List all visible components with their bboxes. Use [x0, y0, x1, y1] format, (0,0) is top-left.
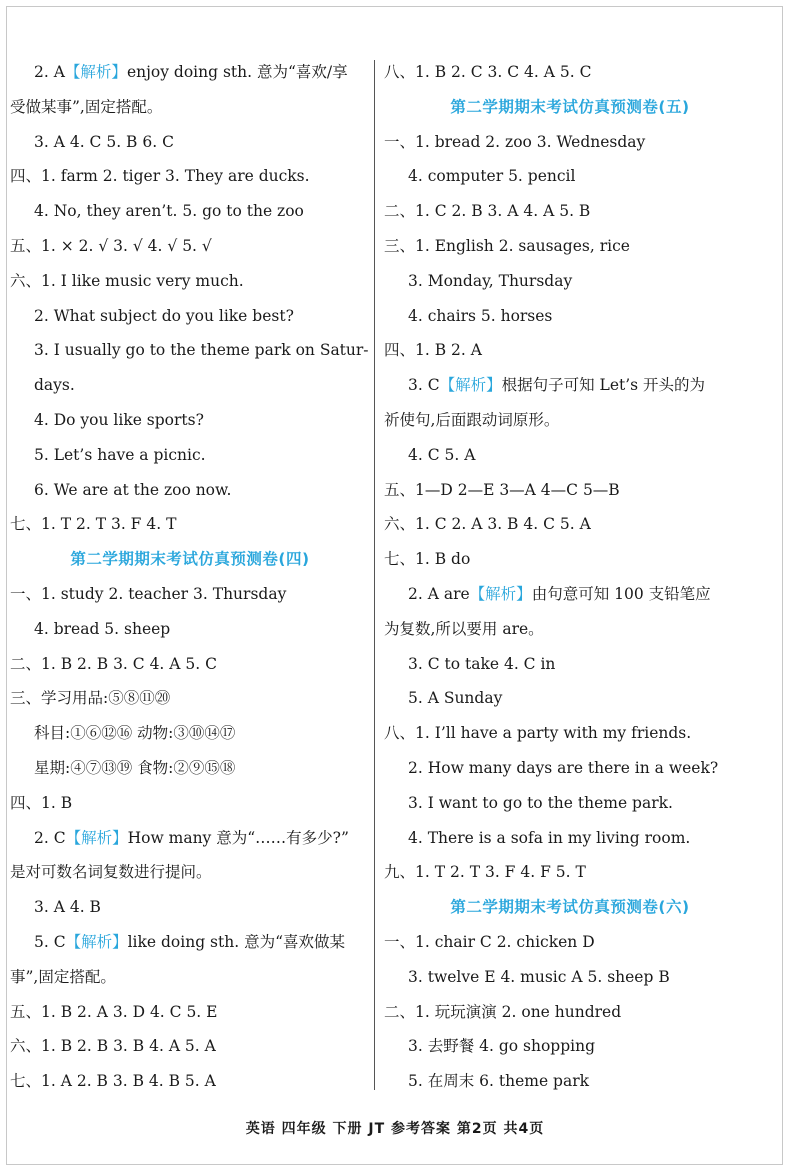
answer-line [10, 90, 370, 125]
answer-text: 4. computer 5. pencil [408, 167, 576, 186]
answer-text: 三、学习用品:⑤⑧⑪⑳ [10, 689, 171, 708]
analysis-text: 由句意可知 100 支铅笔应 [531, 584, 711, 603]
answer-text: 3. A 4. C 5. B 6. C [34, 132, 174, 151]
answer-text: 科目:①⑥⑫⑯ 动物:③⑩⑭⑰ [34, 724, 236, 743]
answer-line [10, 299, 370, 334]
answer-line [384, 473, 756, 508]
answer-text: 五、1. × 2. √ 3. √ 4. √ 5. √ [10, 236, 212, 255]
answer-line [384, 403, 756, 438]
answer-text: 八、1. B 2. C 3. C 4. A 5. C [384, 63, 592, 81]
page-footer: 英语 四年级 下册 JT 参考答案 第2页 共4页 [245, 1121, 545, 1137]
analysis-tag: 【解析】 [469, 584, 532, 603]
answer-line [10, 125, 370, 160]
answer-text: 3. C to take 4. C in [408, 654, 556, 673]
analysis-tag: 【解析】 [439, 376, 502, 395]
analysis-text: 根据句子可知 Let’s 开头的为 [501, 376, 706, 395]
answer-line [10, 612, 370, 647]
answer-text: 七、1. B do [384, 550, 471, 569]
answer-line [10, 438, 370, 473]
answer-line [10, 368, 370, 403]
answer-text: 4. bread 5. sheep [34, 619, 171, 638]
answer-line [384, 333, 756, 368]
answer-text: 二、1. B 2. B 3. C 4. A 5. C [10, 654, 217, 673]
answer-line [10, 577, 370, 612]
answer-text: 二、1. 玩玩演演 2. one hundred [384, 1002, 622, 1021]
answer-text: 六、1. B 2. B 3. B 4. A 5. A [10, 1037, 216, 1056]
answer-text: 2. How many days are there in a week? [408, 758, 719, 777]
answer-text: 七、1. A 2. B 3. B 4. B 5. A [10, 1072, 216, 1091]
answer-text: 4. C 5. A [408, 445, 476, 464]
answer-line [384, 821, 756, 856]
answer-line [384, 507, 756, 542]
answer-line [10, 821, 370, 856]
answer-text: 3. twelve E 4. music A 5. sheep B [408, 967, 670, 986]
answer-line [384, 751, 756, 786]
answer-text: 5. A Sunday [408, 689, 503, 708]
answer-line [384, 194, 756, 229]
answer-line [10, 960, 370, 995]
answer-line [10, 333, 370, 368]
answer-line [384, 159, 756, 194]
answer-line [384, 855, 756, 890]
analysis-tag: 【解析】 [65, 828, 128, 847]
answer-line [384, 368, 756, 403]
answer-text: 一、1. study 2. teacher 3. Thursday [10, 584, 287, 603]
answer-text: 4. chairs 5. horses [408, 306, 553, 325]
answer-text: 3. C [408, 376, 440, 395]
answer-text: 4. There is a sofa in my living room. [408, 828, 691, 847]
answer-line [384, 229, 756, 264]
answer-line [384, 995, 756, 1030]
answer-line [10, 925, 370, 960]
answer-text: 四、1. farm 2. tiger 3. They are ducks. [10, 167, 310, 186]
answer-line [10, 403, 370, 438]
section-heading: 第二学期期末考试仿真预测卷(四) [70, 550, 310, 569]
answer-line [10, 159, 370, 194]
answer-text: 3. I want to go to the theme park. [408, 793, 673, 812]
answer-line [384, 542, 756, 577]
answer-text: 2. C [34, 828, 66, 847]
answer-text: 5. C [34, 932, 66, 951]
answer-text: 四、1. B [10, 793, 73, 812]
answer-text: 是对可数名词复数进行提问。 [10, 863, 212, 882]
answer-text: 四、1. B 2. A [384, 341, 482, 360]
answer-line [10, 55, 370, 90]
answer-line [384, 925, 756, 960]
answer-line [10, 1029, 370, 1064]
column-divider [374, 60, 375, 1090]
answer-line [10, 194, 370, 229]
answer-text: 星期:④⑦⑬⑲ 食物:②⑨⑮⑱ [34, 758, 236, 777]
answer-text: 三、1. English 2. sausages, rice [384, 236, 630, 255]
answer-text: 六、1. I like music very much. [10, 271, 244, 290]
answer-line [10, 229, 370, 264]
answer-line [384, 55, 756, 90]
analysis-tag: 【解析】 [64, 63, 127, 81]
answer-line [10, 995, 370, 1030]
answer-text: 3. A 4. B [34, 898, 101, 917]
answer-text: 4. No, they aren’t. 5. go to the zoo [34, 202, 304, 221]
answer-line [10, 855, 370, 890]
analysis-text: like doing sth. 意为“喜欢做某 [127, 932, 345, 951]
answer-text: 一、1. bread 2. zoo 3. Wednesday [384, 132, 646, 151]
answer-text: 4. Do you like sports? [34, 410, 204, 429]
answer-line [10, 786, 370, 821]
answer-line [384, 1029, 756, 1064]
answer-text: 七、1. T 2. T 3. F 4. T [10, 515, 177, 534]
right-column [384, 55, 756, 1099]
answer-text: 3. 去野餐 4. go shopping [408, 1037, 596, 1056]
answer-line [10, 473, 370, 508]
answer-text: 2. What subject do you like best? [34, 306, 294, 325]
section-heading: 第二学期期末考试仿真预测卷(五) [450, 97, 690, 116]
answer-text: days. [34, 376, 75, 395]
answer-line [384, 577, 756, 612]
answer-line [384, 647, 756, 682]
answer-text: 5. 在周末 6. theme park [408, 1072, 590, 1091]
answer-text: 3. Monday, Thursday [408, 271, 573, 290]
answer-line [384, 438, 756, 473]
answer-line [384, 786, 756, 821]
answer-line [384, 125, 756, 160]
section-heading: 第二学期期末考试仿真预测卷(六) [450, 898, 690, 917]
answer-line [384, 264, 756, 299]
answer-text: 5. Let’s have a picnic. [34, 445, 206, 464]
answer-line [10, 264, 370, 299]
answer-text: 五、1—D 2—E 3—A 4—C 5—B [384, 480, 620, 499]
answer-line [384, 681, 756, 716]
answer-line [10, 716, 370, 751]
answer-text: 2. A [34, 63, 65, 81]
answer-text: 五、1. B 2. A 3. D 4. C 5. E [10, 1002, 218, 1021]
answer-text: 3. I usually go to the theme park on Satur- [34, 341, 369, 360]
answer-line [384, 612, 756, 647]
answer-text: 八、1. I’ll have a party with my friends. [384, 724, 692, 743]
answer-text: 六、1. C 2. A 3. B 4. C 5. A [384, 515, 591, 534]
answer-text: 祈使句,后面跟动词原形。 [384, 410, 560, 429]
left-column [10, 55, 370, 1099]
answer-text: 受做某事”,固定搭配。 [10, 97, 163, 116]
answer-line [10, 751, 370, 786]
answer-text: 一、1. chair C 2. chicken D [384, 932, 595, 951]
answer-text: 事”,固定搭配。 [10, 967, 116, 986]
answer-text: 6. We are at the zoo now. [34, 480, 232, 499]
answer-line [10, 890, 370, 925]
analysis-tag: 【解析】 [65, 932, 128, 951]
answer-line [384, 960, 756, 995]
answer-text: 为复数,所以要用 are。 [384, 619, 544, 638]
analysis-text: enjoy doing sth. 意为“喜欢/享 [126, 63, 348, 81]
answer-line [10, 1064, 370, 1099]
answer-text: 二、1. C 2. B 3. A 4. A 5. B [384, 202, 591, 221]
answer-text: 九、1. T 2. T 3. F 4. F 5. T [384, 863, 586, 882]
answer-line [10, 681, 370, 716]
answer-line [10, 507, 370, 542]
answer-text: 2. A are [408, 584, 470, 603]
answer-line [384, 299, 756, 334]
answer-line [384, 716, 756, 751]
answer-line [384, 1064, 756, 1099]
answer-line [10, 647, 370, 682]
analysis-text: How many 意为“……有多少?” [127, 828, 349, 847]
